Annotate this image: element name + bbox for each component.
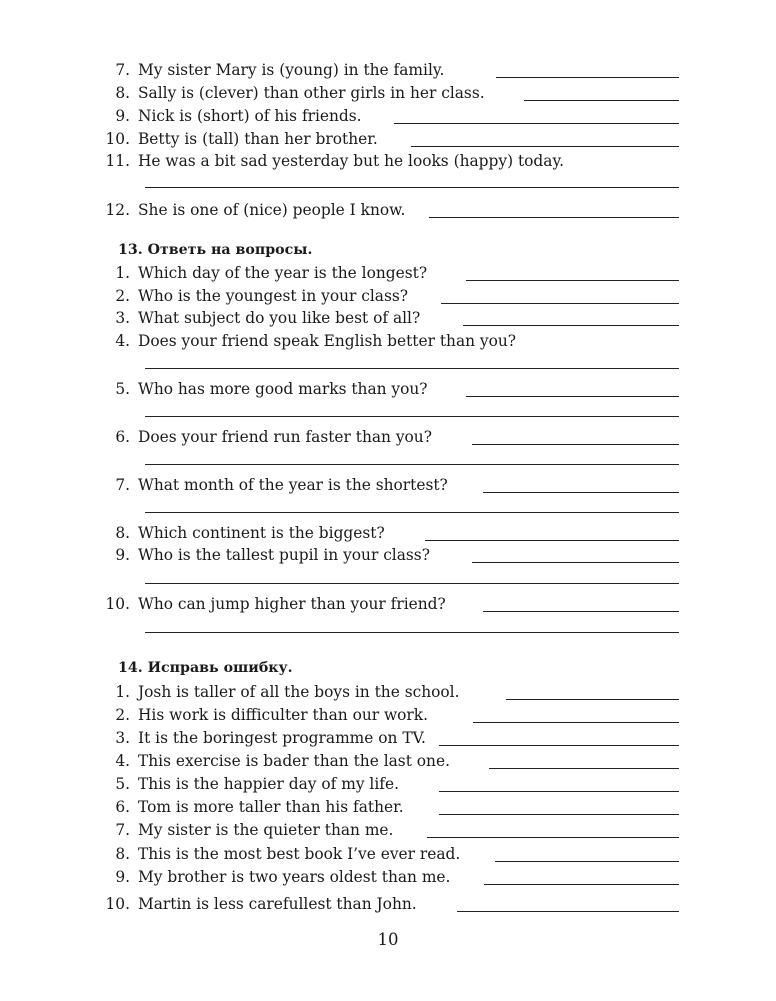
answer-line[interactable] — [441, 303, 679, 304]
item-number: 5. — [115, 775, 130, 793]
answer-line[interactable] — [466, 396, 679, 397]
exercise-item — [100, 378, 679, 400]
answer-line[interactable] — [463, 325, 679, 326]
answer-line[interactable] — [411, 146, 679, 147]
item-number: 1. — [115, 264, 130, 282]
answer-line[interactable] — [425, 540, 679, 541]
answer-line[interactable] — [472, 444, 679, 445]
answer-line[interactable] — [473, 722, 679, 723]
exercise-item — [100, 285, 679, 307]
answer-line-full[interactable] — [145, 632, 679, 633]
item-text: Which continent is the biggest? — [138, 524, 385, 542]
exercise-item — [100, 819, 679, 841]
item-number: 1. — [115, 683, 130, 701]
item-text: Sally is (clever) than other girls in her class. — [138, 84, 485, 102]
exercise-item — [100, 796, 679, 818]
answer-line[interactable] — [472, 562, 679, 563]
answer-line[interactable] — [427, 837, 679, 838]
item-number: 12. — [105, 201, 130, 219]
item-text: Tom is more taller than his father. — [138, 798, 404, 816]
item-number: 6. — [115, 798, 130, 816]
item-number: 9. — [115, 546, 130, 564]
item-number: 4. — [115, 332, 130, 350]
answer-line[interactable] — [483, 492, 679, 493]
item-text: Which day of the year is the longest? — [138, 264, 428, 282]
item-number: 3. — [115, 729, 130, 747]
exercise-item — [100, 704, 679, 726]
item-text: Who is the youngest in your class? — [138, 287, 409, 305]
exercise-item — [100, 474, 679, 496]
exercise-item — [100, 893, 679, 915]
item-number: 6. — [115, 428, 130, 446]
answer-line[interactable] — [484, 884, 679, 885]
item-text: His work is difficulter than our work. — [138, 706, 429, 724]
item-number: 9. — [115, 107, 130, 125]
page-number: 10 — [377, 930, 399, 949]
item-text: Martin is less carefullest than John. — [138, 895, 417, 913]
answer-line[interactable] — [496, 77, 679, 78]
item-text: Who has more good marks than you? — [138, 380, 428, 398]
item-text: What subject do you like best of all? — [138, 309, 421, 327]
item-number: 10. — [105, 595, 130, 613]
exercise-item — [100, 843, 679, 865]
exercise-item — [100, 330, 679, 352]
item-number: 3. — [115, 309, 130, 327]
item-number: 10. — [105, 895, 130, 913]
exercise-item — [100, 262, 679, 284]
exercise-item — [100, 522, 679, 544]
answer-line[interactable] — [439, 814, 679, 815]
item-text: She is one of (nice) people I know. — [138, 201, 406, 219]
exercise-item — [100, 105, 679, 127]
item-text: Nick is (short) of his friends. — [138, 107, 362, 125]
answer-line[interactable] — [394, 123, 679, 124]
answer-line[interactable] — [466, 280, 679, 281]
item-text: Does your friend run faster than you? — [138, 428, 432, 446]
answer-line[interactable] — [495, 861, 679, 862]
answer-line[interactable] — [439, 745, 679, 746]
item-text: My sister is the quieter than me. — [138, 821, 394, 839]
answer-line[interactable] — [429, 217, 679, 218]
exercise-item — [100, 426, 679, 448]
item-text: This is the most best book I’ve ever read. — [138, 845, 461, 863]
answer-line-full[interactable] — [145, 464, 679, 465]
exercise-item — [100, 82, 679, 104]
item-number: 2. — [115, 706, 130, 724]
answer-line-full[interactable] — [145, 187, 679, 188]
item-text: Betty is (tall) than her brother. — [138, 130, 378, 148]
item-text: Who is the tallest pupil in your class? — [138, 546, 430, 564]
section-13-title: 13. Ответь на вопросы. — [118, 242, 313, 258]
exercise-item — [100, 866, 679, 888]
exercise-item — [100, 773, 679, 795]
item-number: 2. — [115, 287, 130, 305]
item-text: Josh is taller of all the boys in the school. — [138, 683, 460, 701]
item-text: Does your friend speak English better than you? — [138, 332, 517, 350]
item-number: 11. — [105, 152, 130, 170]
item-number: 8. — [115, 84, 130, 102]
exercise-item — [100, 307, 679, 329]
item-number: 5. — [115, 380, 130, 398]
item-number: 7. — [115, 476, 130, 494]
exercise-item — [100, 593, 679, 615]
item-number: 7. — [115, 61, 130, 79]
answer-line-full[interactable] — [145, 368, 679, 369]
item-text: What month of the year is the shortest? — [138, 476, 448, 494]
item-number: 10. — [105, 130, 130, 148]
answer-line[interactable] — [457, 911, 679, 912]
answer-line[interactable] — [489, 768, 679, 769]
item-text: Who can jump higher than your friend? — [138, 595, 446, 613]
item-text: He was a bit sad yesterday but he looks (happy) today. — [138, 152, 564, 170]
item-number: 8. — [115, 524, 130, 542]
item-number: 8. — [115, 845, 130, 863]
answer-line[interactable] — [524, 100, 679, 101]
item-text: My brother is two years oldest than me. — [138, 868, 451, 886]
exercise-item — [100, 150, 679, 172]
answer-line-full[interactable] — [145, 416, 679, 417]
exercise-item — [100, 750, 679, 772]
item-number: 9. — [115, 868, 130, 886]
section-14-title: 14. Исправь ошибку. — [118, 660, 293, 676]
answer-line[interactable] — [506, 699, 679, 700]
answer-line[interactable] — [483, 611, 679, 612]
item-text: This is the happier day of my life. — [138, 775, 399, 793]
item-text: It is the boringest programme on TV. — [138, 729, 426, 747]
exercise-item — [100, 727, 679, 749]
item-text: This exercise is bader than the last one. — [138, 752, 450, 770]
answer-line-full[interactable] — [145, 512, 679, 513]
answer-line[interactable] — [439, 791, 679, 792]
item-text: My sister Mary is (young) in the family. — [138, 61, 445, 79]
answer-line-full[interactable] — [145, 583, 679, 584]
exercise-item — [100, 544, 679, 566]
exercise-item — [100, 199, 679, 221]
exercise-item — [100, 681, 679, 703]
exercise-item — [100, 128, 679, 150]
item-number: 7. — [115, 821, 130, 839]
exercise-item — [100, 59, 679, 81]
item-number: 4. — [115, 752, 130, 770]
